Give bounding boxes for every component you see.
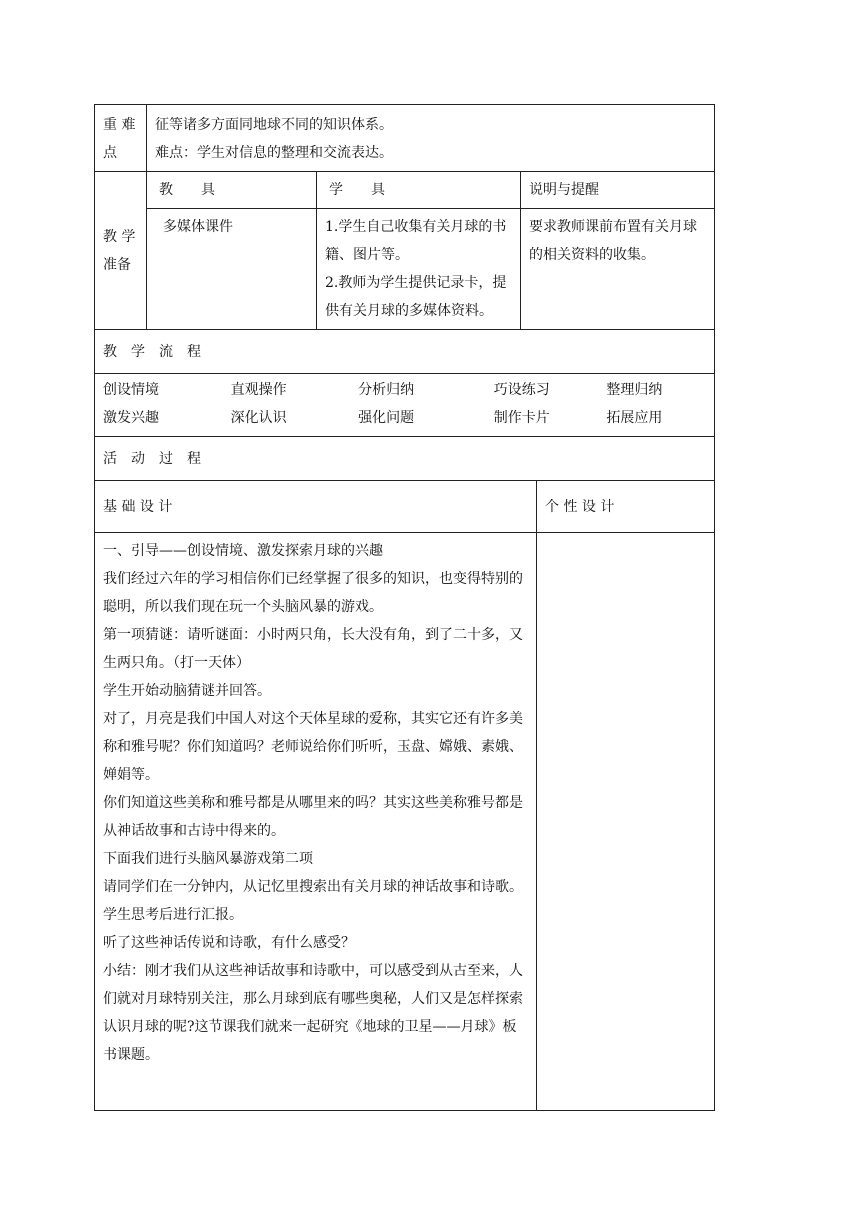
design-header-row xyxy=(95,481,715,533)
flow-steps-cell xyxy=(95,374,715,437)
teacher-tools-cell xyxy=(147,209,317,330)
personal-design-header: 个 性 设 计 xyxy=(537,481,715,533)
flow-title: 教 学 流 程 xyxy=(95,330,715,374)
teacher-tools-text: 多媒体课件 xyxy=(163,219,233,235)
flow-step: 整理归纳 xyxy=(606,382,663,398)
flow-step: 巧设练习 xyxy=(493,382,550,398)
notes-cell xyxy=(521,209,715,330)
activity-paragraph: 学生思考后进行汇报。 xyxy=(103,907,243,923)
preparation-header-row xyxy=(95,172,715,209)
key-points-line2: 难点：学生对信息的整理和交流表达。 xyxy=(155,145,393,161)
activity-paragraph: 听了这些神话传说和诗歌，有什么感受？ xyxy=(103,935,355,951)
flow-step: 直观操作 xyxy=(230,382,287,398)
teacher-tools-header: 教 具 xyxy=(147,172,317,209)
preparation-label xyxy=(95,172,147,330)
key-points-row xyxy=(95,105,715,172)
student-tools-cell xyxy=(317,209,521,330)
notes-header: 说明与提醒 xyxy=(521,172,715,209)
flow-step: 创设情境 xyxy=(103,382,159,398)
flow-step: 强化问题 xyxy=(358,410,415,426)
basic-design-content xyxy=(95,533,537,1111)
preparation-label-line2: 准备 xyxy=(103,256,131,273)
key-points-label-line1: 重 难 xyxy=(103,117,136,133)
flow-step: 拓展应用 xyxy=(606,410,663,426)
key-points-content xyxy=(147,105,715,172)
activity-paragraph: 对了，月亮是我们中国人对这个天体星球的爱称，其实它还有许多美称和雅号呢？你们知道吗？老师说给你们听听，玉盘、嫦娥、素娥、婵娟等。 xyxy=(103,711,523,783)
flow-step: 激发兴趣 xyxy=(103,410,159,426)
activity-paragraph: 你们知道这些美称和雅号都是从哪里来的吗？其实这些美称雅号都是从神话故事和古诗中得来的。 xyxy=(103,795,523,839)
student-tools-item-2: 2.教师为学生提供记录卡，提供有关月球的多媒体资料。 xyxy=(325,275,507,319)
key-points-line1: 征等诸多方面同地球不同的知识体系。 xyxy=(155,117,393,133)
preparation-content-row xyxy=(95,209,715,330)
flow-row-1 xyxy=(103,376,706,404)
flow-steps-row xyxy=(95,374,715,437)
activity-paragraph: 我们经过六年的学习相信你们已经掌握了很多的知识，也变得特别的聪明，所以我们现在玩一个头脑风暴的游戏。 xyxy=(103,571,523,615)
key-points-label-line2: 点 xyxy=(103,145,117,161)
key-points-label xyxy=(95,105,147,172)
activity-title-row xyxy=(95,437,715,481)
flow-step: 制作卡片 xyxy=(493,410,550,426)
activity-paragraph: 学生开始动脑猜谜并回答。 xyxy=(103,683,271,699)
preparation-label-line1: 教 学 xyxy=(103,228,136,245)
activity-paragraph: 请同学们在一分钟内，从记忆里搜索出有关月球的神话故事和诗歌。 xyxy=(103,879,523,895)
lesson-plan-table xyxy=(94,104,715,1111)
activity-paragraph: 小结：刚才我们从这些神话故事和诗歌中，可以感受到从古至来，人们就对月球特别关注，那么月球到底有哪些奥秘，人们又是怎样探索认识月球的呢?这节课我们就来一起研究《地球的卫星——月球》板书课题。 xyxy=(103,963,523,1063)
activity-paragraph: 一、引导——创设情境、激发探索月球的兴趣 xyxy=(103,543,383,559)
basic-design-header: 基 础 设 计 xyxy=(95,481,537,533)
personal-design-content xyxy=(537,533,715,1111)
flow-title-row xyxy=(95,330,715,374)
activity-paragraph: 第一项猜谜：请听谜面：小时两只角，长大没有角，到了二十多，又生两只角。（打一天体） xyxy=(103,627,523,671)
flow-step: 深化认识 xyxy=(230,410,287,426)
student-tools-item-1: 1.学生自己收集有关月球的书籍、图片等。 xyxy=(325,219,507,263)
lesson-plan-page xyxy=(94,104,714,1111)
student-tools-header: 学 具 xyxy=(317,172,521,209)
flow-row-2 xyxy=(103,404,706,432)
activity-paragraph: 下面我们进行头脑风暴游戏第二项 xyxy=(103,851,313,867)
flow-step: 分析归纳 xyxy=(358,382,415,398)
activity-title: 活 动 过 程 xyxy=(95,437,715,481)
notes-text: 要求教师课前布置有关月球的相关资料的收集。 xyxy=(529,219,697,263)
activity-content-row xyxy=(95,533,715,1111)
